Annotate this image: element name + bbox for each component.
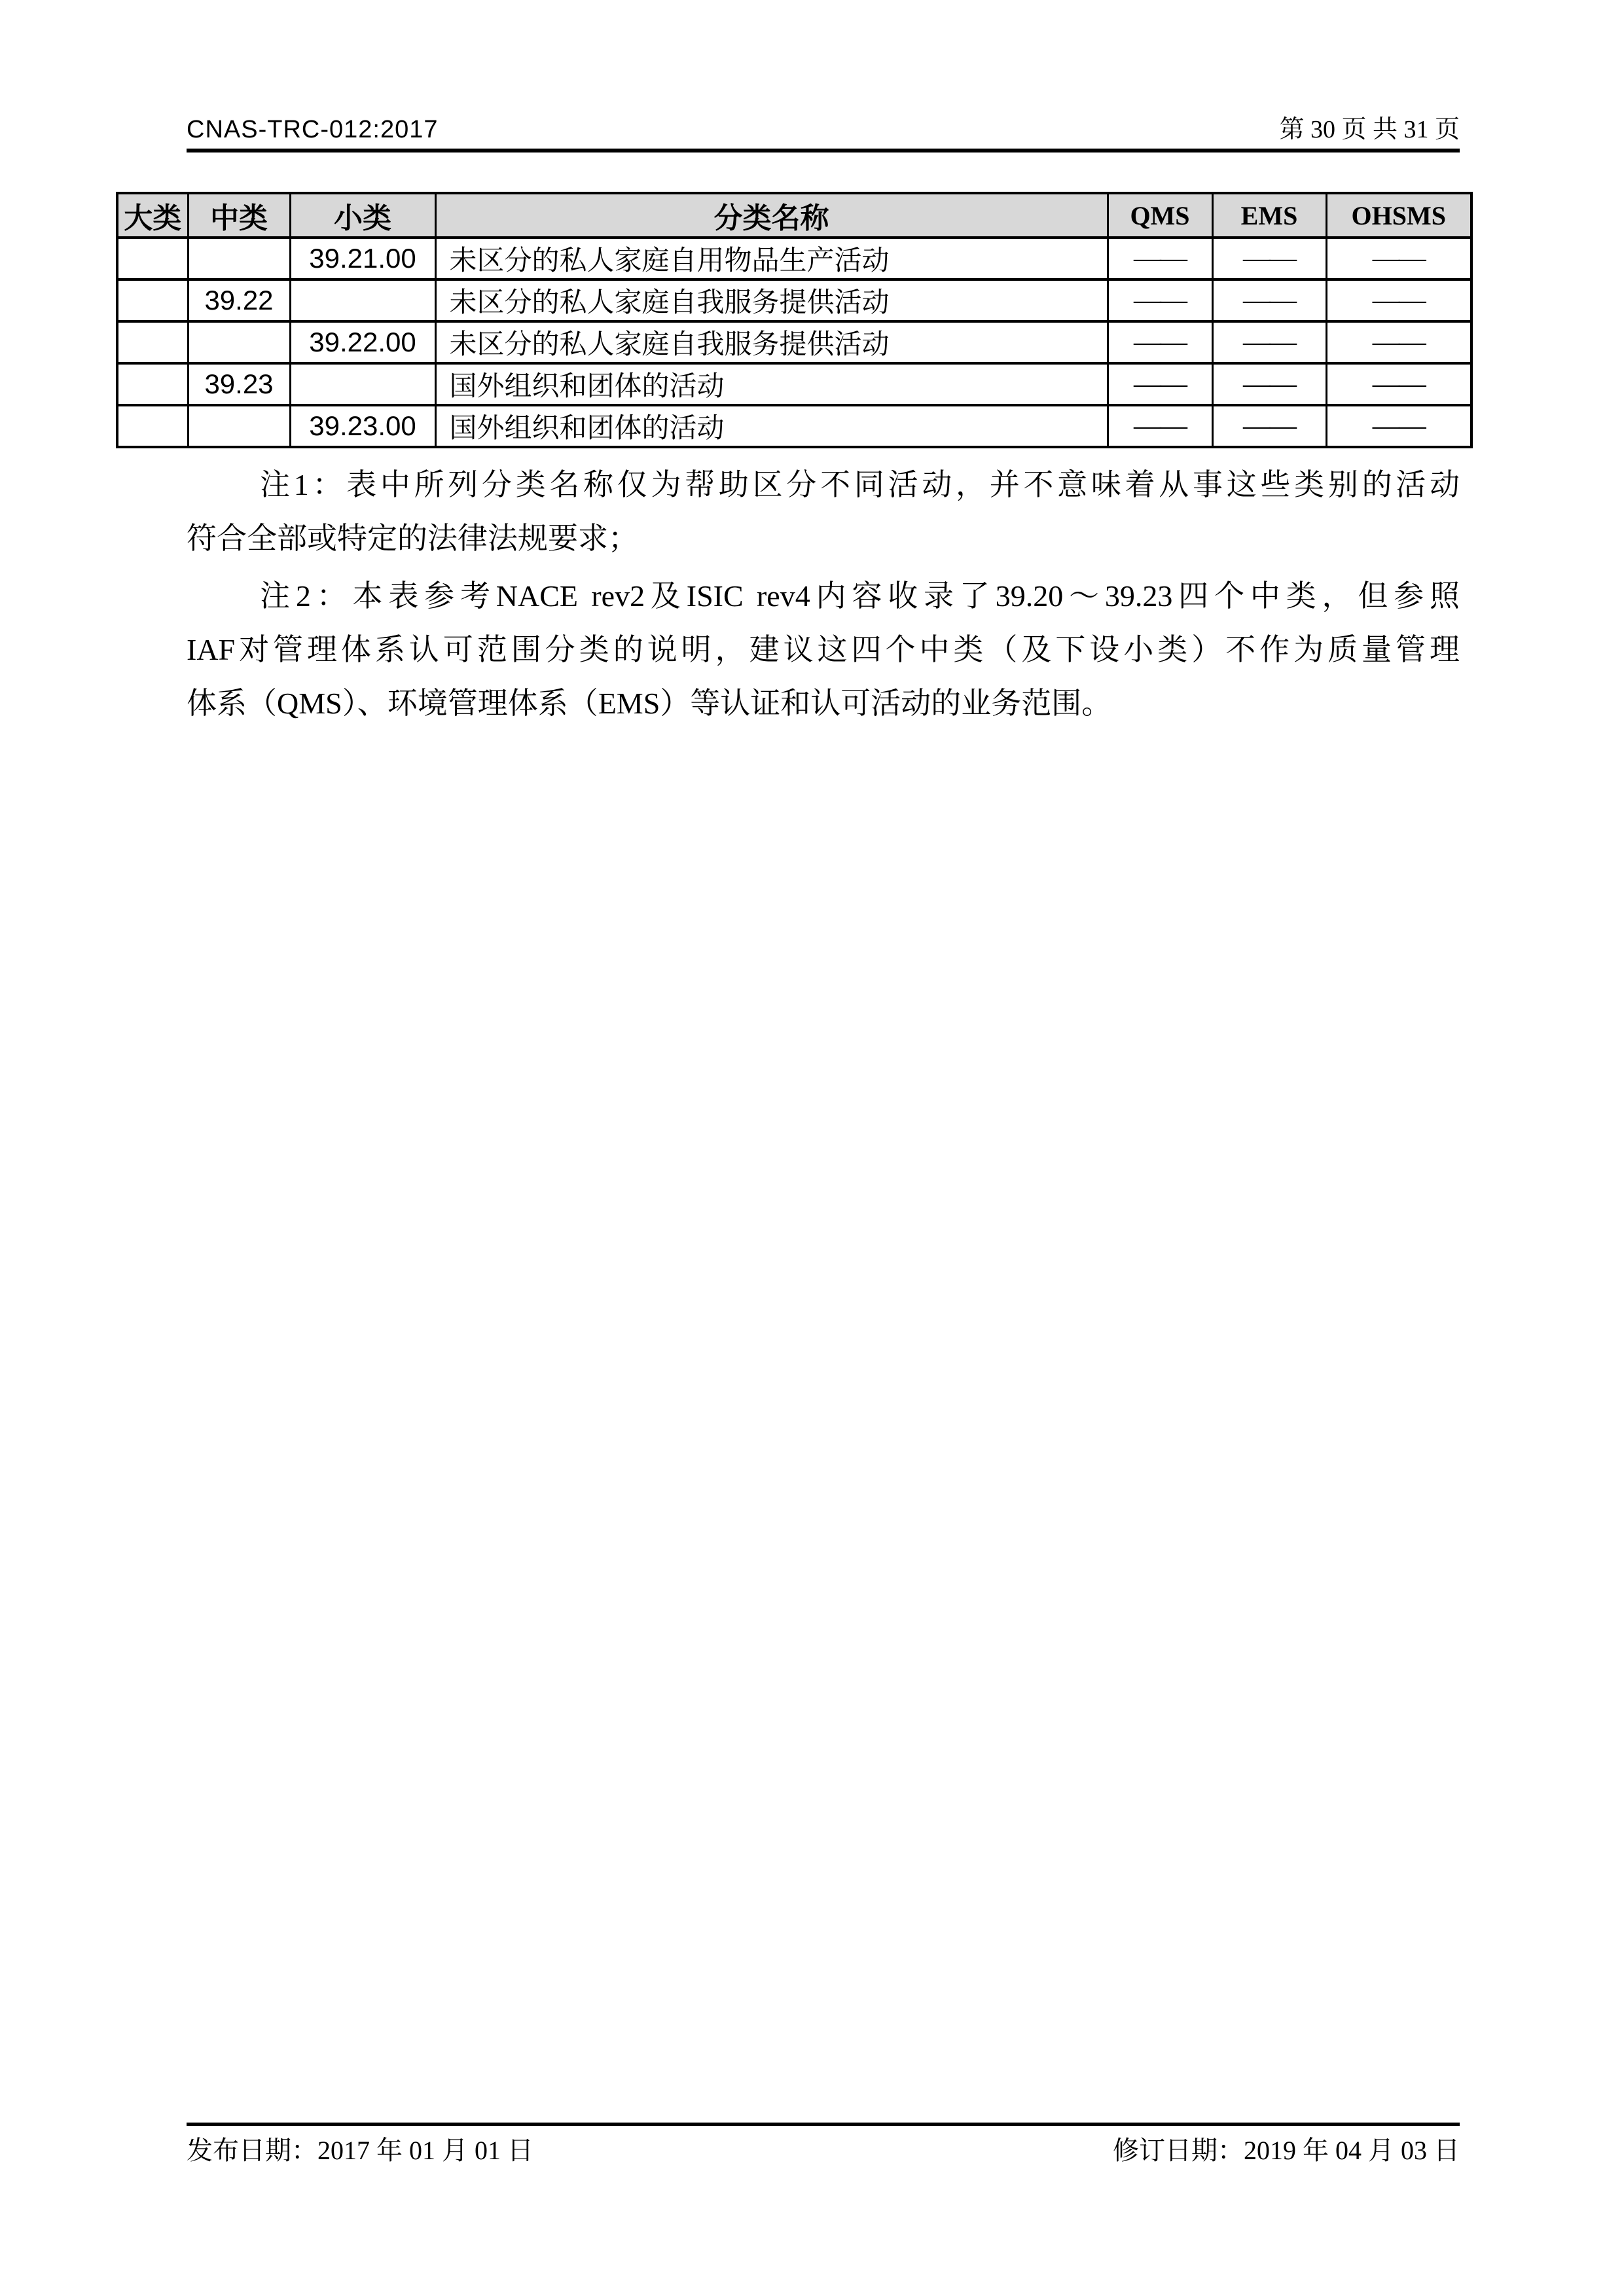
cell-ems: —— <box>1212 238 1326 279</box>
cell-ohsms: —— <box>1326 363 1471 405</box>
note-1 <box>187 458 1460 565</box>
footer-rule <box>187 2123 1460 2126</box>
cell-middle <box>188 238 290 279</box>
cell-ohsms: —— <box>1326 405 1471 447</box>
cell-middle <box>188 321 290 363</box>
note-2-line-2: IAF对管理体系认可范围分类的说明，建议这四个中类（及下设小类）不作为质量管理 <box>187 633 1460 666</box>
col-header-major: 大类 <box>117 193 188 238</box>
cell-middle <box>188 405 290 447</box>
cell-major <box>117 363 188 405</box>
col-header-ems: EMS <box>1212 193 1326 238</box>
header-rule <box>187 149 1460 152</box>
note-1-line-1: 注1：表中所列分类名称仅为帮助区分不同活动，并不意味着从事这些类别的活动 <box>260 468 1460 501</box>
cell-minor: 39.22.00 <box>290 321 435 363</box>
cell-qms: —— <box>1108 279 1212 321</box>
cell-minor: 39.23.00 <box>290 405 435 447</box>
cell-name: 国外组织和团体的活动 <box>435 405 1108 447</box>
table-row <box>117 238 1471 279</box>
table-row <box>117 363 1471 405</box>
note-2-line-1: 注2：本表参考NACE rev2及ISIC rev4内容收录了39.20～39.23四个中类，但参照 <box>260 579 1460 613</box>
cell-ems: —— <box>1212 363 1326 405</box>
cell-minor: 39.21.00 <box>290 238 435 279</box>
table-row <box>117 279 1471 321</box>
cell-minor <box>290 363 435 405</box>
cell-minor <box>290 279 435 321</box>
cell-ohsms: —— <box>1326 279 1471 321</box>
col-header-middle: 中类 <box>188 193 290 238</box>
cell-ohsms: —— <box>1326 238 1471 279</box>
table-row <box>117 321 1471 363</box>
col-header-name: 分类名称 <box>435 193 1108 238</box>
cell-middle: 39.23 <box>188 363 290 405</box>
notes-block <box>187 458 1460 730</box>
revision-date: 修订日期：2019 年 04 月 03 日 <box>1113 2136 1460 2165</box>
cell-qms: —— <box>1108 321 1212 363</box>
cell-name: 国外组织和团体的活动 <box>435 363 1108 405</box>
cell-ems: —— <box>1212 405 1326 447</box>
cell-ohsms: —— <box>1326 321 1471 363</box>
publish-date: 发布日期：2017 年 01 月 01 日 <box>187 2136 533 2165</box>
note-1-line-2: 符合全部或特定的法律法规要求； <box>187 522 638 555</box>
cell-middle: 39.22 <box>188 279 290 321</box>
cell-ems: —— <box>1212 321 1326 363</box>
col-header-qms: QMS <box>1108 193 1212 238</box>
col-header-ohsms: OHSMS <box>1326 193 1471 238</box>
cell-major <box>117 321 188 363</box>
table-row <box>117 405 1471 447</box>
cell-qms: —— <box>1108 405 1212 447</box>
cell-major <box>117 279 188 321</box>
note-2 <box>187 569 1460 730</box>
cell-name: 未区分的私人家庭自我服务提供活动 <box>435 321 1108 363</box>
document-number: CNAS-TRC-012:2017 <box>187 116 439 143</box>
page-indicator: 第 30 页 共 31 页 <box>1279 116 1460 143</box>
cell-major <box>117 405 188 447</box>
cell-qms: —— <box>1108 238 1212 279</box>
cell-ems: —— <box>1212 279 1326 321</box>
cell-name: 未区分的私人家庭自我服务提供活动 <box>435 279 1108 321</box>
cell-name: 未区分的私人家庭自用物品生产活动 <box>435 238 1108 279</box>
cell-major <box>117 238 188 279</box>
cell-qms: —— <box>1108 363 1212 405</box>
classification-table <box>116 192 1473 448</box>
table-header-row <box>117 193 1471 238</box>
note-2-line-3: 体系（QMS）、环境管理体系（EMS）等认证和认可活动的业务范围。 <box>187 687 1112 720</box>
col-header-minor: 小类 <box>290 193 435 238</box>
